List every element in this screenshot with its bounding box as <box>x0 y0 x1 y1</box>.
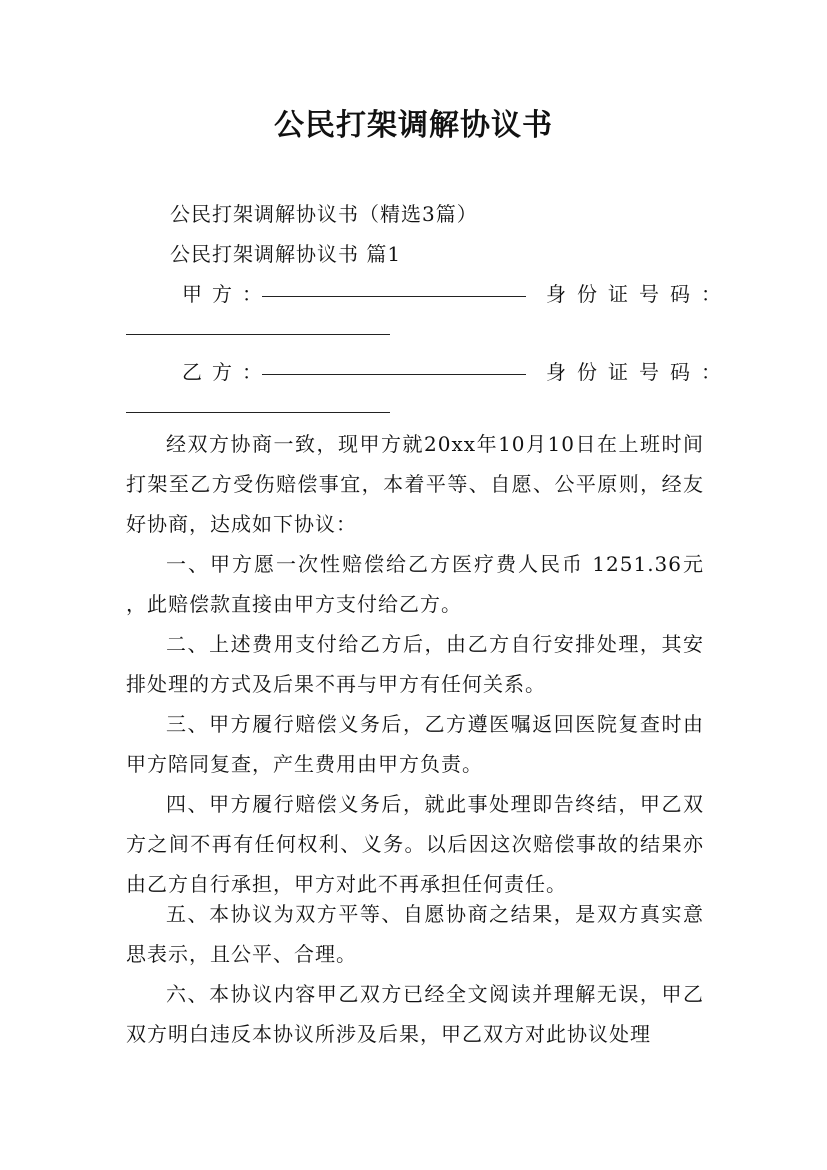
paragraph-clause-1: 一、甲方愿一次性赔偿给乙方医疗费人民币 1251.36元 ，此赔偿款直接由甲方支付给乙方。 <box>126 552 704 616</box>
paragraph-clause-6: 六、本协议内容甲乙双方已经全文阅读并理解无误，甲乙双方明白违反本协议所涉及后果，甲乙双方对此协议处理 <box>126 982 704 1046</box>
party-b-name-blank <box>262 374 526 375</box>
paragraph-clause-2: 二、上述费用支付给乙方后，由乙方自行安排处理，其安排处理的方式及后果不再与甲方有任何关系。 <box>126 632 704 696</box>
paragraph-intro: 经双方协商一致，现甲方就20xx年10月10日在上班时间打架至乙方受伤赔偿事宜，本着平等、自愿、公平原则，经友好协商，达成如下协议： <box>126 432 704 536</box>
document-subtitle: 公民打架调解协议书（精选3篇） <box>170 202 478 226</box>
document-title: 公民打架调解协议书 <box>274 108 553 143</box>
paragraph-clause-3: 三、甲方履行赔偿义务后，乙方遵医嘱返回医院复查时由甲方陪同复查，产生费用由甲方负责。 <box>126 712 704 776</box>
party-b-label: 乙方： <box>182 360 272 384</box>
paragraph-clause-4: 四、甲方履行赔偿义务后，就此事处理即告终结，甲乙双方之间不再有任何权利、义务。以后因这次赔偿事故的结果亦由乙方自行承担，甲方对此不再承担任何责任。 <box>126 792 704 896</box>
paragraph-clause-5: 五、本协议为双方平等、自愿协商之结果，是双方真实意思表示，且公平、合理。 <box>126 902 704 966</box>
party-b-id-label: 身份证号码： <box>546 360 732 384</box>
party-a-id-blank <box>126 334 390 335</box>
section-heading: 公民打架调解协议书 篇1 <box>170 242 402 266</box>
party-b-id-blank <box>126 412 390 413</box>
party-a-id-label: 身份证号码： <box>546 282 732 306</box>
party-a-name-blank <box>262 296 526 297</box>
party-a-label: 甲方： <box>182 282 272 306</box>
